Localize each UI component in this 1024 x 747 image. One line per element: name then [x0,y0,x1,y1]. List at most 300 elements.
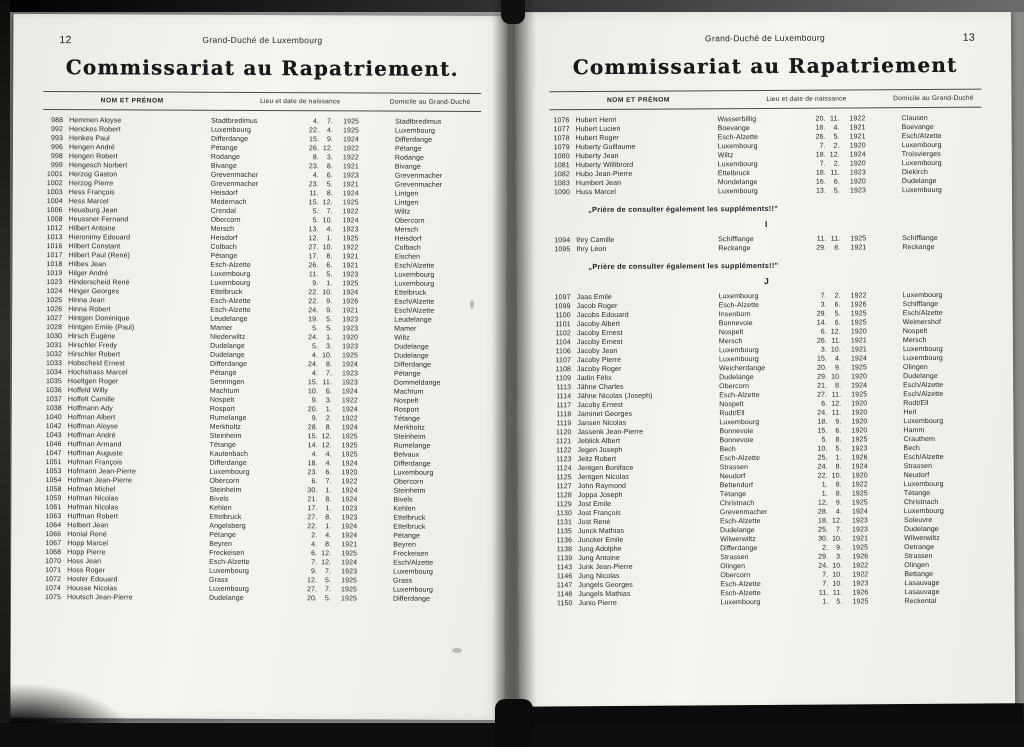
birth-date-part: 12. [831,400,842,408]
birth-date-part: 7. [325,478,332,486]
domicile: Obercorn [393,478,424,486]
person-name: Jacoby Ernest [576,338,623,347]
entry-number: 1136 [556,537,573,545]
person-name: Huss Marcel [575,188,616,197]
entry-number: 1004 [46,198,63,206]
birth-date-part: 7. [835,526,843,534]
birth-date-part: 11. [309,190,319,198]
birth-date-part: 1922 [341,415,358,423]
birth-date [302,360,358,369]
birth-date [302,270,358,279]
column-headers [43,92,481,111]
entry-number: 1128 [556,492,572,500]
entry-number: 1043 [45,432,62,440]
birth-place: Luxembourg [718,293,759,301]
entry-number: 1095 [554,246,571,254]
birth-place: Tétange [719,491,747,499]
birth-date [811,336,867,345]
birth-date-part: 8. [326,163,333,171]
birth-place: Obercorn [719,383,750,391]
birth-date-part: 18. [817,517,828,525]
birth-date-part: 27. [817,391,828,399]
domicile: Tétange [393,415,421,423]
birth-date-part: 1922 [849,115,866,123]
birth-date [301,513,357,522]
scan-artifact [470,300,474,309]
birth-date [303,153,359,162]
birth-date-part: 10. [831,472,842,480]
birth-date-part: 5. [312,343,319,351]
domicile: Bech [903,445,920,453]
birth-place: Nospelt [718,329,744,337]
entry-number: 1117 [556,402,572,410]
domicile: Rodt/Ell [903,400,929,408]
entry-number: 1001 [46,171,63,179]
birth-date-part: 26. [308,262,319,270]
birth-date-part: 1924 [851,463,868,471]
domicile: Boevange [901,123,934,132]
birth-date-part: 8. [326,190,333,198]
entry-number: 1067 [45,540,62,548]
birth-date-part: 1925 [851,391,868,399]
person-name: Heussner Fernand [68,216,129,224]
birth-date [303,135,359,144]
entry-number: 1118 [556,411,572,419]
entry-number: 1002 [46,180,63,188]
birth-place: Ettelbruck [210,288,243,296]
person-name: Hengen André [68,144,115,152]
birth-place: Heisdorf [210,234,238,242]
birth-date [301,540,357,549]
column-header-domicile: Domicile au Grand-Duché [389,98,471,106]
birth-date-part: 12. [321,559,332,567]
domicile: Reckental [904,597,937,606]
birth-date-part: 5. [312,217,319,225]
domicile: Ettelbruck [393,523,426,531]
birth-date-part: 10. [817,445,828,453]
column-header-name: NOM ET PRÉNOM [100,97,164,105]
domicile: Mamer [394,325,417,333]
birth-date-part: 1920 [851,400,868,408]
birth-date [811,309,867,318]
birth-place: Grass [209,576,229,584]
birth-date-part: 1925 [851,436,868,444]
person-name: Housse Nicolas [67,585,118,593]
entry-number: 1040 [45,414,62,422]
birth-date-part: 1920 [851,427,868,435]
birth-date-part: 2. [325,415,332,423]
person-name: Houtsch Jean-Pierre [66,594,133,602]
supplement-note: „Prière de consulter également les suppléments!!" [588,260,779,272]
birth-place: Grevenmacher [210,171,259,179]
birth-date-part: 1925 [341,577,358,585]
birth-date [302,279,358,288]
birth-date-part: 15. [308,136,320,144]
entry-number: 1019 [46,270,63,278]
person-name: Jegen Joseph [577,446,623,455]
domicile: Differdange [394,136,433,144]
birth-date-part: 1925 [850,235,867,243]
domicile: Weimershof [902,318,942,327]
birth-date-part: 1923 [342,271,359,279]
person-name: John Raymond [577,482,627,491]
birth-place: Esch-Alzette [210,306,251,314]
birth-date-part: 24. [818,562,829,570]
person-name: Hilbert Constant [68,243,121,251]
birth-date-part: 12. [322,145,333,153]
birth-date [303,234,359,243]
birth-place: Luxembourg [718,356,759,364]
birth-place: Luxembourg [211,126,251,134]
birth-date-part: 5. [326,271,333,279]
entry-number: 1070 [45,558,62,566]
birth-place: Esch-Alzette [719,455,761,463]
birth-date [302,378,358,387]
birth-date [811,408,867,417]
person-name: Hieronimy Edouard [68,234,131,242]
entry-number: 1139 [556,555,573,563]
domicile: Rodange [394,154,425,162]
birth-place: Dudelange [208,594,244,602]
domicile: Dudelange [901,177,937,186]
person-name: Hoffman André [67,432,116,440]
birth-place: Pétange [210,252,238,260]
person-name: Hoeltgen Roger [67,378,119,386]
entry-number: 1076 [553,117,570,125]
person-name: Humbert Jean [575,179,622,188]
birth-date-part: 10. [307,388,318,396]
page-right-content [515,9,1015,608]
birth-date-part: 26. [308,145,319,153]
birth-place: Medernach [210,198,247,206]
birth-date-part: 4. [311,352,319,360]
birth-date-part: 7. [822,580,829,588]
person-name: Jungels Mathias [578,590,631,599]
birth-date-part: 1925 [850,310,867,318]
person-name: Herzog Gaston [68,171,118,179]
birth-date [303,126,359,135]
birth-date-part: 1925 [342,352,359,360]
birth-date-part: 8. [325,514,332,522]
birth-date-part: 1923 [342,325,359,333]
birth-date-part: 12. [321,550,332,558]
birth-date [810,177,866,186]
birth-date-part: 1922 [852,571,869,579]
birth-date [810,141,866,150]
birth-date-part: 24. [308,307,319,315]
birth-date-part: 1923 [852,526,869,534]
birth-date [812,480,868,489]
birth-date-part: 1921 [849,133,866,141]
column-header-domicile: Domicile au Grand-Duché [893,94,974,103]
birth-place: Reckange [718,245,751,253]
birth-date [303,207,359,216]
entry-number: 1090 [553,189,570,197]
birth-date-part: 1924 [341,559,358,567]
birth-date-part: 12. [829,151,840,159]
entry-number: 1113 [556,384,572,392]
entry-number: 1114 [556,393,572,401]
entry-number: 1016 [46,243,63,251]
birth-date-part: 22. [308,289,319,297]
birth-date-part: 1924 [341,388,358,396]
domicile: Nospelt [393,397,419,405]
birth-date-part: 21. [307,496,318,504]
entry-number: 1129 [556,501,572,509]
person-name: Jentgen Nicolas [577,473,630,482]
birth-date [810,132,866,141]
entry-number: 1120 [555,429,572,437]
entry-number: 1121 [556,438,572,446]
page-right [515,9,1015,713]
birth-date-part: 14. [307,442,318,450]
birth-date-part: 1. [325,406,332,414]
domicile: Ettelbruck [393,514,426,522]
birth-date-part: 6. [833,178,840,186]
entry-number: 1148 [556,591,573,599]
person-name: Junk Jean-Pierre [578,563,633,572]
birth-date-part: 4. [325,460,332,468]
birth-date-part: 9. [326,298,333,306]
birth-date-part: 7. [326,208,333,216]
birth-place: Bivels [209,495,229,503]
birth-place: Stadtbredimus [211,117,258,125]
domicile: Steinheim [393,433,426,441]
birth-place: Bettendorf [719,482,754,490]
domicile: Heisdorf [394,235,422,243]
birth-date [810,159,866,168]
birth-date [811,291,867,300]
birth-date-part: 1921 [342,307,359,315]
birth-date-part: 8. [312,154,319,162]
birth-date-part: 1924 [342,217,359,225]
birth-place: Kautenbach [209,450,249,458]
birth-date-part: 1920 [851,472,868,480]
birth-date-part: 8. [835,463,842,471]
supplement-note: „Prière de consulter également les suppléments!!" [588,203,778,215]
birth-date-part: 1923 [342,226,359,234]
page-title: Commissariat au Rapatriement [572,52,958,80]
birth-date-part: 11. [816,235,827,243]
running-head: Grand-Duché de Luxembourg [202,34,323,46]
birth-date-part: 1922 [342,208,359,216]
birth-date-part: 5. [326,325,333,333]
birth-place: Wasserbillig [717,116,757,124]
birth-date-part: 6. [834,319,841,327]
birth-date-part: 1925 [850,319,867,327]
entry-number: 1101 [555,321,571,329]
birth-date-part: 9. [834,364,842,372]
birth-date-part: 1924 [342,361,359,369]
entry-number: 1036 [45,387,62,395]
birth-place: Beyren [209,540,233,548]
entry-number: 1024 [46,288,63,296]
entry-number: 1037 [45,396,62,404]
person-name: Jadin Félix [577,374,612,383]
domicile: Pétange [393,532,421,540]
birth-place: Luxembourg [209,567,250,575]
birth-date-part: 1. [326,334,333,342]
birth-date [302,324,358,333]
birth-date-part: 29. [818,553,829,561]
domicile: Bivange [394,163,421,171]
birth-date [302,387,358,396]
person-name: Hinna Jean [68,297,105,305]
domicile: Rumelange [393,442,431,450]
domicile: Ettelbruck [394,289,427,297]
birth-date [811,390,867,399]
entry-number: 1125 [556,474,572,482]
person-name: Jost René [577,518,611,527]
birth-date-part: 1922 [341,397,358,405]
birth-place: Grevenmacher [210,180,259,188]
birth-date-part: 4. [326,127,334,135]
person-name: Hess Marcel [68,198,109,206]
birth-date-part: 24. [307,361,319,369]
domicile: Mersch [902,337,927,345]
entry-number: 1047 [45,450,62,458]
birth-place: Steinheim [209,486,242,494]
person-name: Hobscheid Ernest [67,360,125,368]
birth-place: Luxembourg [718,347,759,355]
birth-date-part: 4. [835,508,842,516]
birth-date-part: 5. [835,445,842,453]
person-name: Jaas Emile [576,293,612,302]
birth-date-part: 11. [831,337,841,345]
birth-date-part: 5. [821,436,828,444]
person-name: Jungels Georges [578,581,633,590]
person-name: Hintgen Dominique [68,315,130,323]
birth-place: Bonnevoie [719,437,754,445]
birth-date-part: 1926 [852,553,869,561]
person-name: Jansen Nicolas [577,419,627,428]
running-head: Grand-Duché de Luxembourg [705,32,826,44]
birth-date-part: 9. [326,136,334,144]
domicile: Dudelange [394,343,429,351]
birth-date [812,561,868,570]
person-name: Jost François [577,509,621,518]
birth-date-part: 12. [321,442,332,450]
person-name: Jacoby Pierre [576,356,622,365]
birth-place: Luxembourg [720,599,761,607]
birth-date-part: 1926 [852,589,869,597]
birth-date-part: 1925 [341,451,358,459]
birth-place: Strassen [719,464,749,472]
domicile: Esch/Alzette [394,298,435,306]
entry-number: 1074 [45,585,62,593]
birth-date-part: 8. [326,253,333,261]
entry-number: 1130 [556,510,572,518]
birth-date-part: 5. [833,133,840,141]
birth-date [812,498,868,507]
birth-place: Differdange [210,135,249,143]
birth-date-part: 5. [312,325,319,333]
birth-date-part: 1923 [342,343,359,351]
domicile: Schifflange [902,234,938,243]
birth-date-part: 22. [308,127,320,135]
birth-date-part: 1921 [850,337,867,345]
birth-date-part: 9. [326,307,333,315]
birth-date-part: 1921 [342,163,359,171]
domicile: Schifflange [902,300,939,309]
person-name: Hubert Henri [575,116,617,125]
birth-date-part: 4. [326,226,333,234]
birth-date-part: 4. [311,541,318,549]
entry-number: 1071 [45,567,62,575]
birth-place: Pétange [209,369,237,377]
person-name: Jacoby Jean [576,347,618,356]
domicile: Nospelt [902,328,928,336]
section-letter: J [764,275,769,287]
birth-date [812,462,868,471]
table-rows [549,114,981,198]
birth-date-part: 27. [307,514,318,522]
birth-date-part: 21. [817,382,828,390]
birth-date [302,405,358,414]
birth-date-part: 8. [835,436,842,444]
birth-place: Nospelt [209,396,235,404]
birth-date [811,426,867,435]
birth-date-part: 5. [326,181,333,189]
person-name: Hilbert Antoine [68,225,116,233]
birth-date-part: 1925 [341,442,358,450]
birth-date-part: 1923 [341,568,358,576]
birth-date-part: 4. [325,451,332,459]
birth-date-part: 1925 [851,499,868,507]
birth-date-part: 5. [326,316,333,324]
birth-date-part: 20. [307,406,318,414]
birth-date-part: 30. [818,535,829,543]
birth-place: Dudelange [720,527,755,535]
birth-date-part: 19. [308,316,319,324]
domicile: Crauthem [903,435,936,444]
table-rows [551,291,985,609]
person-name: Hoffmann Ady [67,405,113,413]
entry-number: 1012 [46,225,63,233]
birth-place: Mondelange [717,179,758,187]
birth-date-part: 1924 [341,424,358,432]
person-name: Hofman Nicolas [67,495,119,503]
birth-date [303,243,359,252]
birth-date-part: 10. [322,217,333,225]
domicile: Strassen [903,462,933,471]
domicile: Grevenmacher [394,172,443,180]
domicile: Hamm [903,427,925,435]
person-name: Hoster Edouard [67,576,118,584]
birth-place: Luxembourg [209,468,250,476]
domicile: Leudelange [394,316,432,324]
person-name: Juncker Emile [578,536,624,545]
domicile: Dommeldange [393,379,441,387]
birth-date-part: 1924 [341,460,358,468]
entry-number: 1013 [46,234,63,242]
entry-number: 988 [51,117,64,125]
scan-edge-left [0,0,10,747]
domicile: Esch/Alzette [902,309,943,318]
birth-place: Esch-Alzette [719,392,760,400]
person-name: Hilbes Jean [68,261,107,269]
birth-date-part: 13. [815,187,826,195]
birth-date-part: 4. [311,451,318,459]
person-name: Hofmann Jean-Pierre [67,468,136,476]
entry-number: 1042 [45,423,62,431]
book-gutter-top [501,0,525,24]
birth-date [302,468,358,477]
birth-date-part: 5. [325,577,332,585]
entry-number: 1150 [557,600,573,608]
birth-place: Merkholtz [209,423,242,431]
person-name: Henckes Robert [69,126,121,134]
